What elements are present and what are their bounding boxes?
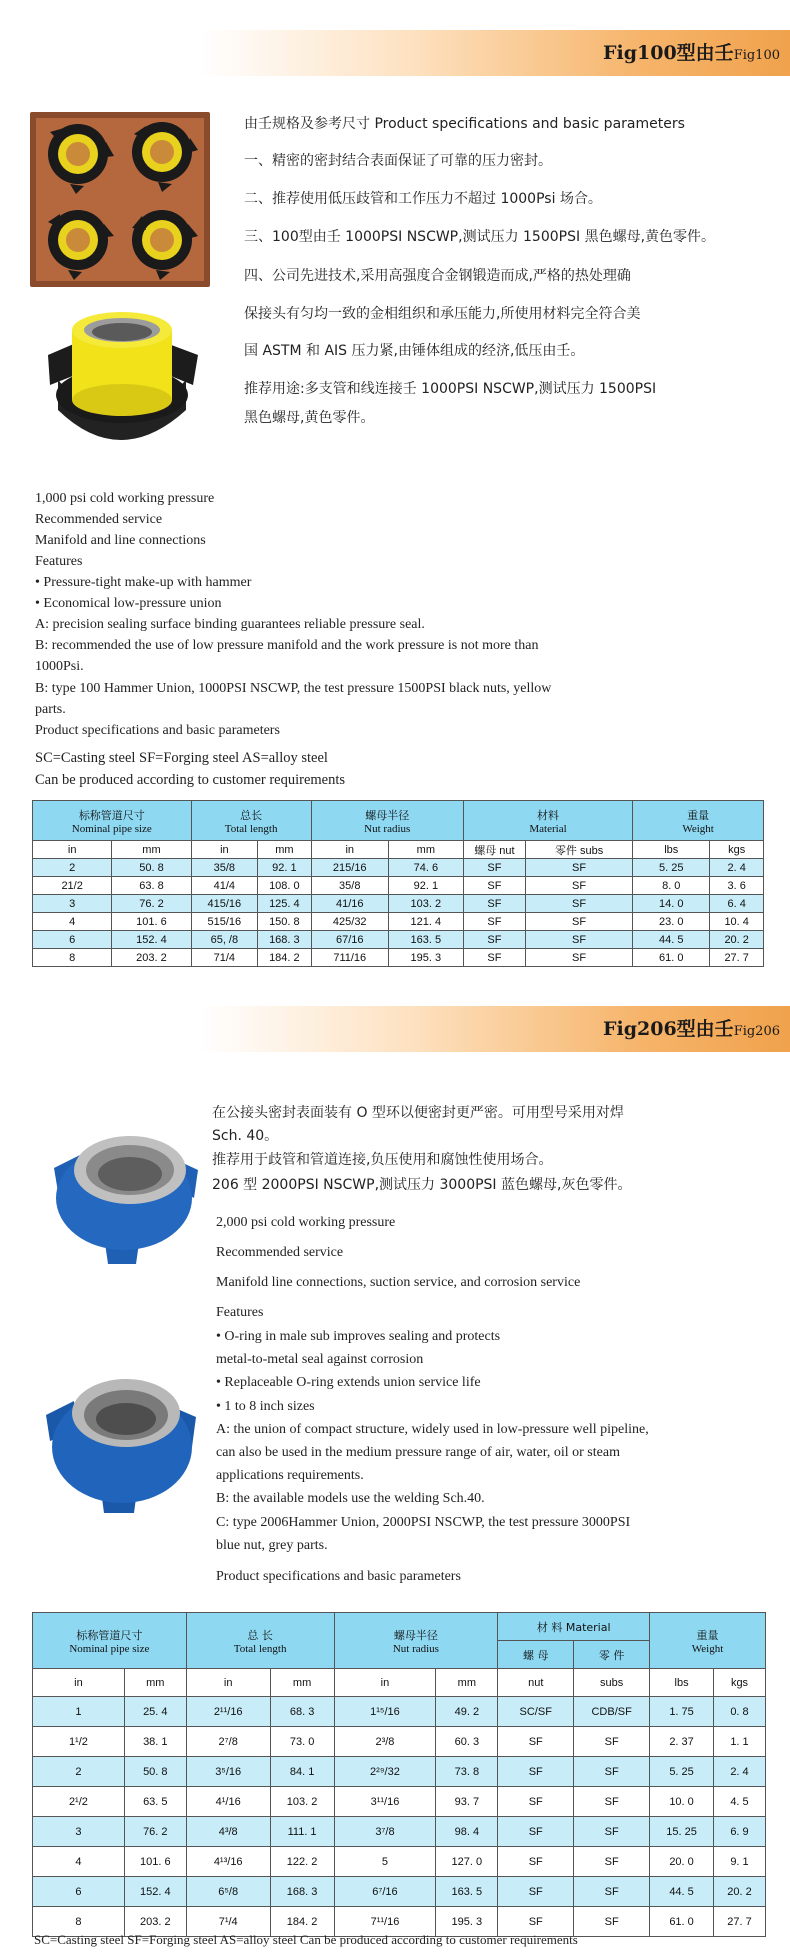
table-cell: 108. 0 (258, 877, 312, 895)
table-cell: 63. 5 (124, 1787, 186, 1817)
en-line: • Economical low-pressure union (35, 596, 222, 611)
cn-line: 黑色螺母,黄色零件。 (244, 410, 375, 426)
table-cell: 6 (33, 931, 112, 949)
table-cell: 3 (33, 895, 112, 913)
unit-cell: subs (574, 1669, 650, 1697)
table-cell: SF (463, 895, 525, 913)
table-row (33, 1757, 766, 1787)
table-cell: SF (526, 859, 633, 877)
header-weight: 重量 Weight (650, 1613, 766, 1669)
table-cell: 27. 7 (710, 949, 764, 967)
table-cell: 92. 1 (388, 877, 463, 895)
en-line: • 1 to 8 inch sizes (216, 1399, 315, 1414)
table-cell: SF (574, 1757, 650, 1787)
table-cell: 14. 0 (633, 895, 710, 913)
table-cell: 203. 2 (124, 1907, 186, 1937)
table-cell: SF (498, 1817, 574, 1847)
table-cell: 10. 4 (710, 913, 764, 931)
table-cell: SF (498, 1727, 574, 1757)
table-cell: 93. 7 (436, 1787, 498, 1817)
unit-cell: mm (258, 841, 312, 859)
table-cell: 1 (33, 1697, 125, 1727)
table-cell: SF (574, 1877, 650, 1907)
table-cell: 1¹⁵/16 (334, 1697, 436, 1727)
table-cell: 20. 0 (650, 1847, 714, 1877)
table-cell: 3. 6 (710, 877, 764, 895)
unit-cell: 零件 subs (526, 841, 633, 859)
unit-cell: mm (436, 1669, 498, 1697)
table-cell: 38. 1 (124, 1727, 186, 1757)
header-nut-radius: 螺母半径 Nut radius (311, 801, 463, 841)
table-cell: 2 (33, 859, 112, 877)
fig206-footer-note: SC=Casting steel SF=Forging steel AS=alloy steel Can be produced according to customer requirements (34, 1932, 578, 1947)
en-line: • O-ring in male sub improves sealing and protects (216, 1329, 501, 1344)
table-row (33, 1787, 766, 1817)
table-cell: 152. 4 (112, 931, 191, 949)
table-cell: 0. 8 (714, 1697, 766, 1727)
table-cell: 92. 1 (258, 859, 312, 877)
unit-cell: mm (270, 1669, 334, 1697)
header-material-subs: 零 件 (574, 1641, 650, 1669)
table-cell: SF (463, 913, 525, 931)
en-line: • Replaceable O-ring extends union service life (216, 1375, 481, 1390)
table-cell: 3⁵/16 (186, 1757, 270, 1787)
table-cell: 20. 2 (714, 1877, 766, 1907)
en-line: Manifold and line connections (35, 533, 206, 548)
cn-line: 三、100型由壬 1000PSI NSCWP,测试压力 1500PSI 黑色螺母,黄色零件。 (244, 229, 716, 245)
en-line: Product specifications and basic parameters (216, 1569, 461, 1584)
table-cell: 2³/8 (334, 1727, 436, 1757)
table-cell: SF (526, 913, 633, 931)
table-cell: 25. 4 (124, 1697, 186, 1727)
fig100-spec-table (32, 800, 764, 967)
table-units-row (33, 841, 764, 859)
cn-line: Sch. 40。 (212, 1128, 279, 1144)
table-cell: 103. 2 (270, 1787, 334, 1817)
unit-cell: in (33, 841, 112, 859)
table-cell: SF (463, 877, 525, 895)
table-cell: 2¹/2 (33, 1787, 125, 1817)
table-cell: 2 (33, 1757, 125, 1787)
en-line: A: the union of compact structure, widely used in low-pressure well pipeline, (216, 1422, 649, 1437)
fig206-spec-table (32, 1612, 766, 1937)
unit-cell: in (191, 841, 257, 859)
table-cell: 184. 2 (270, 1907, 334, 1937)
table-units-row (33, 1669, 766, 1697)
table-cell: 67/16 (311, 931, 388, 949)
table-row (33, 913, 764, 931)
table-cell: 4 (33, 1847, 125, 1877)
table-cell: 10. 0 (650, 1787, 714, 1817)
table-cell: 215/16 (311, 859, 388, 877)
table-cell: 6. 9 (714, 1817, 766, 1847)
table-cell: 711/16 (311, 949, 388, 967)
table-cell: 41/16 (311, 895, 388, 913)
table-cell: 163. 5 (436, 1877, 498, 1907)
table-cell: 15. 25 (650, 1817, 714, 1847)
fig100-union-photo (28, 300, 213, 460)
table-cell: 5 (334, 1847, 436, 1877)
table-cell: 103. 2 (388, 895, 463, 913)
table-cell: SF (526, 877, 633, 895)
en-line: 1,000 psi cold working pressure (35, 491, 215, 506)
cn-line: 一、精密的密封结合表面保证了可靠的压力密封。 (244, 153, 552, 169)
fig206-union-photo-top (44, 1118, 204, 1268)
table-cell: 50. 8 (112, 859, 191, 877)
en-line: Can be produced according to customer requirements (35, 772, 346, 788)
table-cell: SF (574, 1847, 650, 1877)
table-cell: 63. 8 (112, 877, 191, 895)
table-cell: 7¹¹/16 (334, 1907, 436, 1937)
cn-line: 206 型 2000PSI NSCWP,测试压力 3000PSI 蓝色螺母,灰色零件。 (212, 1177, 632, 1193)
fig100-box-photo (30, 112, 210, 287)
en-line: 1000Psi. (35, 659, 84, 674)
table-header-row (33, 801, 764, 841)
en-line: Manifold line connections, suction service, and corrosion service (216, 1275, 581, 1290)
table-cell: 65, /8 (191, 931, 257, 949)
table-cell: 60. 3 (436, 1727, 498, 1757)
unit-cell: mm (388, 841, 463, 859)
fig100-table-body (33, 859, 764, 967)
table-cell: SF (463, 949, 525, 967)
table-cell: 168. 3 (270, 1877, 334, 1907)
table-cell: SF (574, 1907, 650, 1937)
table-row (33, 931, 764, 949)
table-cell: 101. 6 (112, 913, 191, 931)
table-cell: 8 (33, 1907, 125, 1937)
table-cell: 150. 8 (258, 913, 312, 931)
table-cell: 4. 5 (714, 1787, 766, 1817)
header-nut-radius: 螺母半径 Nut radius (334, 1613, 498, 1669)
table-cell: 8 (33, 949, 112, 967)
table-cell: 20. 2 (710, 931, 764, 949)
table-cell: SF (463, 931, 525, 949)
unit-cell: lbs (633, 841, 710, 859)
en-line: SC=Casting steel SF=Forging steel AS=alloy steel (35, 750, 328, 766)
table-cell: 73. 0 (270, 1727, 334, 1757)
en-line: B: recommended the use of low pressure manifold and the work pressure is not more than (35, 638, 539, 653)
table-cell: SF (574, 1817, 650, 1847)
table-cell: 73. 8 (436, 1757, 498, 1787)
table-cell: 3⁷/8 (334, 1817, 436, 1847)
en-line: • Pressure-tight make-up with hammer (35, 575, 252, 590)
table-cell: 515/16 (191, 913, 257, 931)
table-cell: 27. 7 (714, 1907, 766, 1937)
unit-cell: 螺母 nut (463, 841, 525, 859)
table-cell: 163. 5 (388, 931, 463, 949)
table-cell: 44. 5 (650, 1877, 714, 1907)
table-cell: 50. 8 (124, 1757, 186, 1787)
cn-line: 推荐用途:多支管和线连接壬 1000PSI NSCWP,测试压力 1500PSI (244, 381, 657, 397)
table-row (33, 949, 764, 967)
table-cell: SF (574, 1727, 650, 1757)
unit-cell: mm (124, 1669, 186, 1697)
fig206-title: Fig206型由壬Fig206 (603, 1018, 780, 1040)
table-cell: 9. 1 (714, 1847, 766, 1877)
table-cell: 61. 0 (650, 1907, 714, 1937)
header-total-length: 总长 Total length (191, 801, 311, 841)
table-cell: 125. 4 (258, 895, 312, 913)
table-cell: 2⁷/8 (186, 1727, 270, 1757)
table-cell: SF (498, 1847, 574, 1877)
table-cell: 415/16 (191, 895, 257, 913)
table-cell: 6. 4 (710, 895, 764, 913)
table-cell: 195. 3 (436, 1907, 498, 1937)
unit-cell: kgs (714, 1669, 766, 1697)
table-cell: 35/8 (311, 877, 388, 895)
en-line: B: type 100 Hammer Union, 1000PSI NSCWP, the test pressure 1500PSI black nuts, yellow (35, 681, 552, 696)
fig206-union-photo-bottom (38, 1355, 203, 1515)
cn-line: 推荐用于歧管和管道连接,负压使用和腐蚀性使用场合。 (212, 1152, 553, 1168)
cn-line: 国 ASTM 和 AIS 压力紧,由锤体组成的经济,低压由壬。 (244, 343, 585, 359)
fig206-banner (200, 1006, 790, 1052)
en-line: metal-to-metal seal against corrosion (216, 1352, 424, 1367)
table-cell: 122. 2 (270, 1847, 334, 1877)
en-line: blue nut, grey parts. (216, 1538, 328, 1553)
table-cell: 1. 75 (650, 1697, 714, 1727)
table-cell: 3¹¹/16 (334, 1787, 436, 1817)
unit-cell: kgs (710, 841, 764, 859)
unit-cell: in (186, 1669, 270, 1697)
unit-cell: mm (112, 841, 191, 859)
table-cell: SF (574, 1787, 650, 1817)
table-cell: 61. 0 (633, 949, 710, 967)
table-cell: 195. 3 (388, 949, 463, 967)
en-line: parts. (35, 702, 66, 717)
en-line: Product specifications and basic parameters (35, 723, 280, 738)
table-cell: SF (526, 931, 633, 949)
unit-cell: lbs (650, 1669, 714, 1697)
table-cell: 121. 4 (388, 913, 463, 931)
table-cell: 76. 2 (124, 1817, 186, 1847)
en-line: 2,000 psi cold working pressure (216, 1215, 396, 1230)
cn-line: 保接头有匀均一致的金相组织和承压能力,所使用材料完全符合美 (244, 306, 641, 322)
en-line: Features (216, 1305, 264, 1320)
unit-cell: in (311, 841, 388, 859)
table-cell: 4¹³/16 (186, 1847, 270, 1877)
table-cell: 4³/8 (186, 1817, 270, 1847)
table-cell: 49. 2 (436, 1697, 498, 1727)
table-cell: 4 (33, 913, 112, 931)
unit-cell: nut (498, 1669, 574, 1697)
table-cell: 23. 0 (633, 913, 710, 931)
table-cell: 35/8 (191, 859, 257, 877)
table-cell: SF (526, 949, 633, 967)
table-cell: 68. 3 (270, 1697, 334, 1727)
fig100-title: Fig100型由壬Fig100 (603, 42, 780, 64)
table-cell: 2. 4 (714, 1757, 766, 1787)
table-cell: SF (463, 859, 525, 877)
table-row (33, 1697, 766, 1727)
en-line: can also be used in the medium pressure range of air, water, oil or steam (216, 1445, 620, 1460)
table-cell: 111. 1 (270, 1817, 334, 1847)
table-row (33, 877, 764, 895)
table-cell: SF (526, 895, 633, 913)
table-row (33, 1877, 766, 1907)
table-cell: 76. 2 (112, 895, 191, 913)
table-cell: 168. 3 (258, 931, 312, 949)
en-line: A: precision sealing surface binding guarantees reliable pressure seal. (35, 617, 425, 632)
table-cell: 425/32 (311, 913, 388, 931)
table-cell: 71/4 (191, 949, 257, 967)
table-cell: SF (498, 1877, 574, 1907)
en-line: Recommended service (216, 1245, 344, 1260)
table-cell: SF (498, 1907, 574, 1937)
header-material: 材料 Material (463, 801, 632, 841)
header-weight: 重量 Weight (633, 801, 764, 841)
table-cell: 2. 4 (710, 859, 764, 877)
unit-cell: in (33, 1669, 125, 1697)
en-line: Recommended service (35, 512, 163, 527)
header-nominal-size: 标称管道尺寸 Nominal pipe size (33, 1613, 187, 1669)
en-line: C: type 2006Hammer Union, 2000PSI NSCWP, the test pressure 3000PSI (216, 1515, 631, 1530)
table-cell: 8. 0 (633, 877, 710, 895)
table-cell: 5. 25 (633, 859, 710, 877)
table-cell: 203. 2 (112, 949, 191, 967)
cn-line: 二、推荐使用低压歧管和工作压力不超过 1000Psi 场合。 (244, 191, 602, 207)
table-cell: 127. 0 (436, 1847, 498, 1877)
en-line: applications requirements. (216, 1468, 364, 1483)
fig206-table-body (33, 1697, 766, 1937)
table-cell: SF (498, 1757, 574, 1787)
table-cell: 184. 2 (258, 949, 312, 967)
table-cell: 1¹/2 (33, 1727, 125, 1757)
table-cell: 2²⁹/32 (334, 1757, 436, 1787)
header-nominal-size: 标称管道尺寸 Nominal pipe size (33, 801, 192, 841)
header-total-length: 总 长 Total length (186, 1613, 334, 1669)
table-row (33, 859, 764, 877)
table-row (33, 1847, 766, 1877)
table-cell: SC/SF (498, 1697, 574, 1727)
table-cell: 3 (33, 1817, 125, 1847)
table-cell: 4¹/16 (186, 1787, 270, 1817)
cn-line: 由壬规格及参考尺寸 Product specifications and basic parameters (244, 116, 685, 132)
cn-line: 在公接头密封表面装有 O 型环以便密封更严密。可用型号采用对焊 (212, 1105, 624, 1121)
table-cell: SF (498, 1787, 574, 1817)
table-cell: 1. 1 (714, 1727, 766, 1757)
fig100-banner (200, 30, 790, 76)
table-cell: 6 (33, 1877, 125, 1907)
table-cell: 152. 4 (124, 1877, 186, 1907)
table-cell: 98. 4 (436, 1817, 498, 1847)
table-cell: 41/4 (191, 877, 257, 895)
table-cell: 7¹/4 (186, 1907, 270, 1937)
table-cell: 6⁷/16 (334, 1877, 436, 1907)
header-material-nut: 螺 母 (498, 1641, 574, 1669)
table-cell: 6⁵/8 (186, 1877, 270, 1907)
table-row (33, 895, 764, 913)
table-cell: 21/2 (33, 877, 112, 895)
table-cell: 101. 6 (124, 1847, 186, 1877)
unit-cell: in (334, 1669, 436, 1697)
cn-line: 四、公司先进技术,采用高强度合金钢锻造而成,严格的热处理确 (244, 268, 631, 284)
table-cell: 2¹¹/16 (186, 1697, 270, 1727)
table-row (33, 1817, 766, 1847)
header-material: 材 料 Material (498, 1613, 650, 1641)
table-row (33, 1727, 766, 1757)
table-cell: 44. 5 (633, 931, 710, 949)
table-cell: 5. 25 (650, 1757, 714, 1787)
table-cell: CDB/SF (574, 1697, 650, 1727)
en-line: Features (35, 554, 83, 569)
table-cell: 74. 6 (388, 859, 463, 877)
table-cell: 84. 1 (270, 1757, 334, 1787)
en-line: B: the available models use the welding Sch.40. (216, 1491, 485, 1506)
table-cell: 2. 37 (650, 1727, 714, 1757)
table-header-row (33, 1613, 766, 1641)
